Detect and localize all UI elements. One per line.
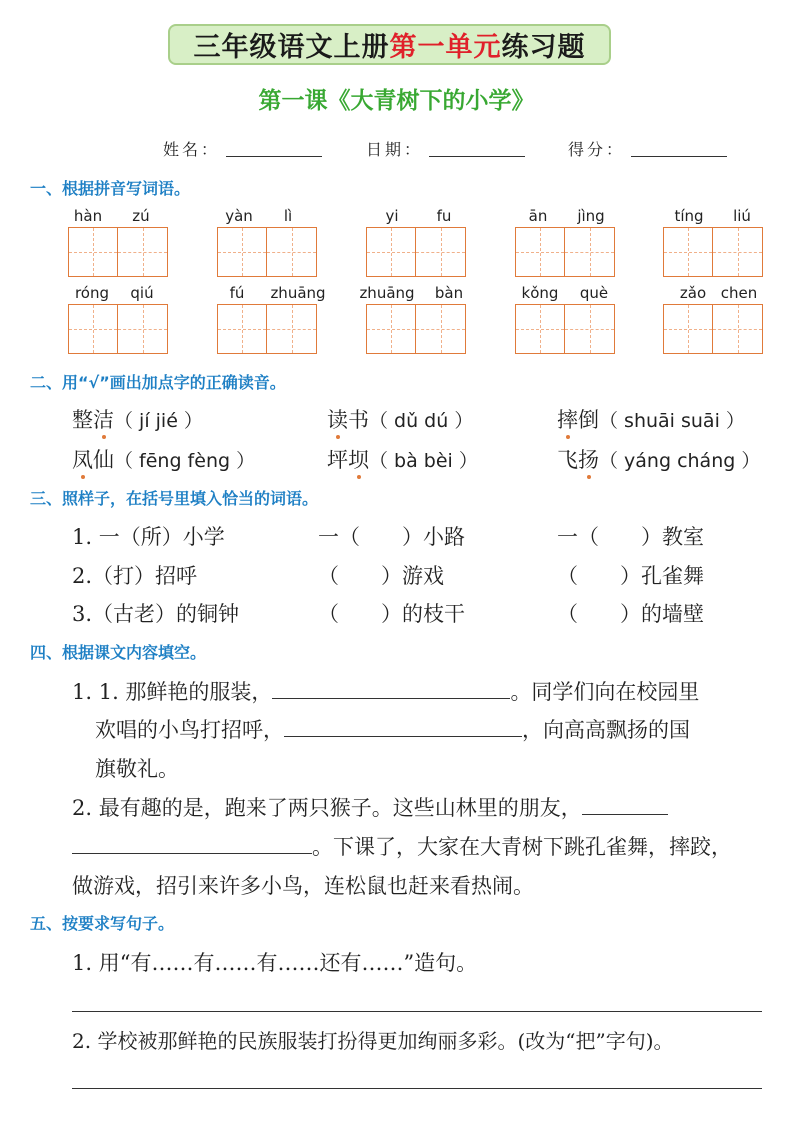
pronunciation-item[interactable] (72, 444, 255, 474)
writing-grid[interactable] (68, 227, 168, 277)
pinyin: kǒng (521, 284, 559, 302)
pinyin: róng (74, 284, 110, 302)
pronunciation-item[interactable] (327, 404, 473, 434)
fill-example: 2.（打）招呼 (72, 564, 198, 588)
answer-blank[interactable] (272, 697, 510, 699)
pinyin: bàn (434, 284, 464, 302)
lesson-subtitle: 第一课《大青树下的小学》 (258, 88, 535, 114)
pinyin: zǎo (679, 284, 707, 302)
score-label: 得分： (568, 140, 626, 159)
writing-grid[interactable] (366, 227, 466, 277)
dotted-char: 摔 (557, 408, 578, 432)
writing-grid[interactable] (663, 227, 763, 277)
fill-blank-item[interactable]: （ ）的枝干 (318, 602, 465, 626)
score-field[interactable] (631, 156, 727, 157)
passage-text: 欢唱的小鸟打招呼， (95, 718, 284, 742)
dotted-char: 读 (327, 408, 348, 432)
passage-line (72, 831, 732, 861)
passage-text: 2. 最有趣的是，跑来了两只猴子。这些山林里的朋友， (72, 796, 582, 820)
dotted-char: 扬 (578, 448, 599, 472)
word-char: 书 (348, 408, 369, 432)
title-exercise: 练习题 (501, 32, 586, 63)
writing-grid[interactable] (515, 227, 615, 277)
dotted-char: 凤 (72, 448, 93, 472)
passage-line (72, 792, 668, 822)
passage-line (72, 676, 699, 706)
section1-heading: 一、根据拼音写词语。 (30, 179, 191, 198)
pinyin: liú (733, 207, 751, 225)
pinyin: fú (229, 284, 245, 302)
writing-grid[interactable] (515, 304, 615, 354)
passage-line: 做游戏，招引来许多小鸟，连松鼠也赶来看热闹。 (72, 874, 534, 898)
word-char: 仙 (93, 448, 114, 472)
answer-line[interactable] (72, 1088, 762, 1089)
passage-line: 旗敬礼。 (95, 757, 179, 781)
pinyin: zú (132, 207, 150, 225)
pinyin: hàn (73, 207, 103, 225)
word-char: 飞 (557, 448, 578, 472)
fill-blank-item[interactable]: （ ）游戏 (318, 564, 444, 588)
fill-blank-item[interactable]: （ ）孔雀舞 (557, 564, 704, 588)
pinyin: ān (528, 207, 548, 225)
pinyin: què (579, 284, 609, 302)
pinyin: zhuāng (270, 284, 326, 302)
fill-example: 3.（古老）的铜钟 (72, 602, 240, 626)
name-label: 姓名： (163, 140, 221, 159)
passage-text: ，向高高飘扬的国 (522, 718, 690, 742)
passage-text: 。下课了，大家在大青树下跳孔雀舞，摔跤， (312, 835, 732, 859)
pinyin-options: （ bà bèi ） (369, 450, 478, 472)
pronunciation-item[interactable] (72, 404, 203, 434)
date-label: 日期： (366, 140, 424, 159)
pinyin-options: （ yáng cháng ） (599, 450, 761, 472)
pinyin: jìng (577, 207, 605, 225)
pronunciation-item[interactable] (557, 404, 745, 434)
section2-heading: 二、用“√”画出加点字的正确读音。 (30, 373, 286, 392)
section5-heading: 五、按要求写句子。 (30, 914, 175, 933)
word-char: 坪 (327, 448, 348, 472)
word-char: 整 (72, 408, 93, 432)
writing-grid[interactable] (217, 227, 317, 277)
answer-blank[interactable] (582, 813, 668, 815)
pinyin-options: （ fēng fèng ） (114, 450, 256, 472)
sentence-question: 2. 学校被那鲜艳的民族服装打扮得更加绚丽多彩。(改为“把”字句)。 (72, 1029, 674, 1053)
pinyin: tíng (674, 207, 704, 225)
date-field[interactable] (429, 156, 525, 157)
pinyin: yi (385, 207, 399, 225)
pinyin-options: （ shuāi suāi ） (599, 410, 745, 432)
fill-blank-item[interactable]: （ ）的墙壁 (557, 602, 704, 626)
writing-grid[interactable] (366, 304, 466, 354)
pinyin: yàn (225, 207, 253, 225)
fill-blank-item[interactable]: 一（ ）教室 (557, 525, 704, 549)
pronunciation-item[interactable] (557, 444, 760, 474)
sentence-question: 1. 用“有……有……有……还有……”造句。 (72, 951, 478, 975)
answer-blank[interactable] (284, 735, 522, 737)
pinyin-options: （ jí jié ） (114, 410, 203, 432)
pinyin: zhuāng (359, 284, 415, 302)
title-unit: 第一单元 (389, 32, 502, 63)
pinyin: lì (283, 207, 293, 225)
pinyin: qiú (130, 284, 154, 302)
fill-example: 1. 一（所）小学 (72, 525, 225, 549)
passage-text: 1. 1. 那鲜艳的服装， (72, 680, 273, 704)
answer-line[interactable] (72, 1011, 762, 1012)
dotted-char: 坝 (348, 448, 369, 472)
answer-blank[interactable] (72, 852, 312, 854)
section4-heading: 四、根据课文内容填空。 (30, 643, 207, 662)
passage-line (95, 714, 690, 744)
name-field[interactable] (226, 156, 322, 157)
page-title (168, 24, 611, 65)
dotted-char: 洁 (93, 408, 114, 432)
pinyin-options: （ dǔ dú ） (369, 410, 474, 432)
title-grade: 三年级语文上册 (193, 32, 390, 63)
writing-grid[interactable] (217, 304, 317, 354)
pronunciation-item[interactable] (327, 444, 478, 474)
passage-text: 。同学们向在校园里 (510, 680, 700, 704)
pinyin: chen (720, 284, 758, 302)
writing-grid[interactable] (68, 304, 168, 354)
writing-grid[interactable] (663, 304, 763, 354)
fill-blank-item[interactable]: 一（ ）小路 (318, 525, 465, 549)
pinyin: fu (436, 207, 452, 225)
word-char: 倒 (578, 408, 599, 432)
section3-heading: 三、照样子，在括号里填入恰当的词语。 (30, 489, 319, 508)
